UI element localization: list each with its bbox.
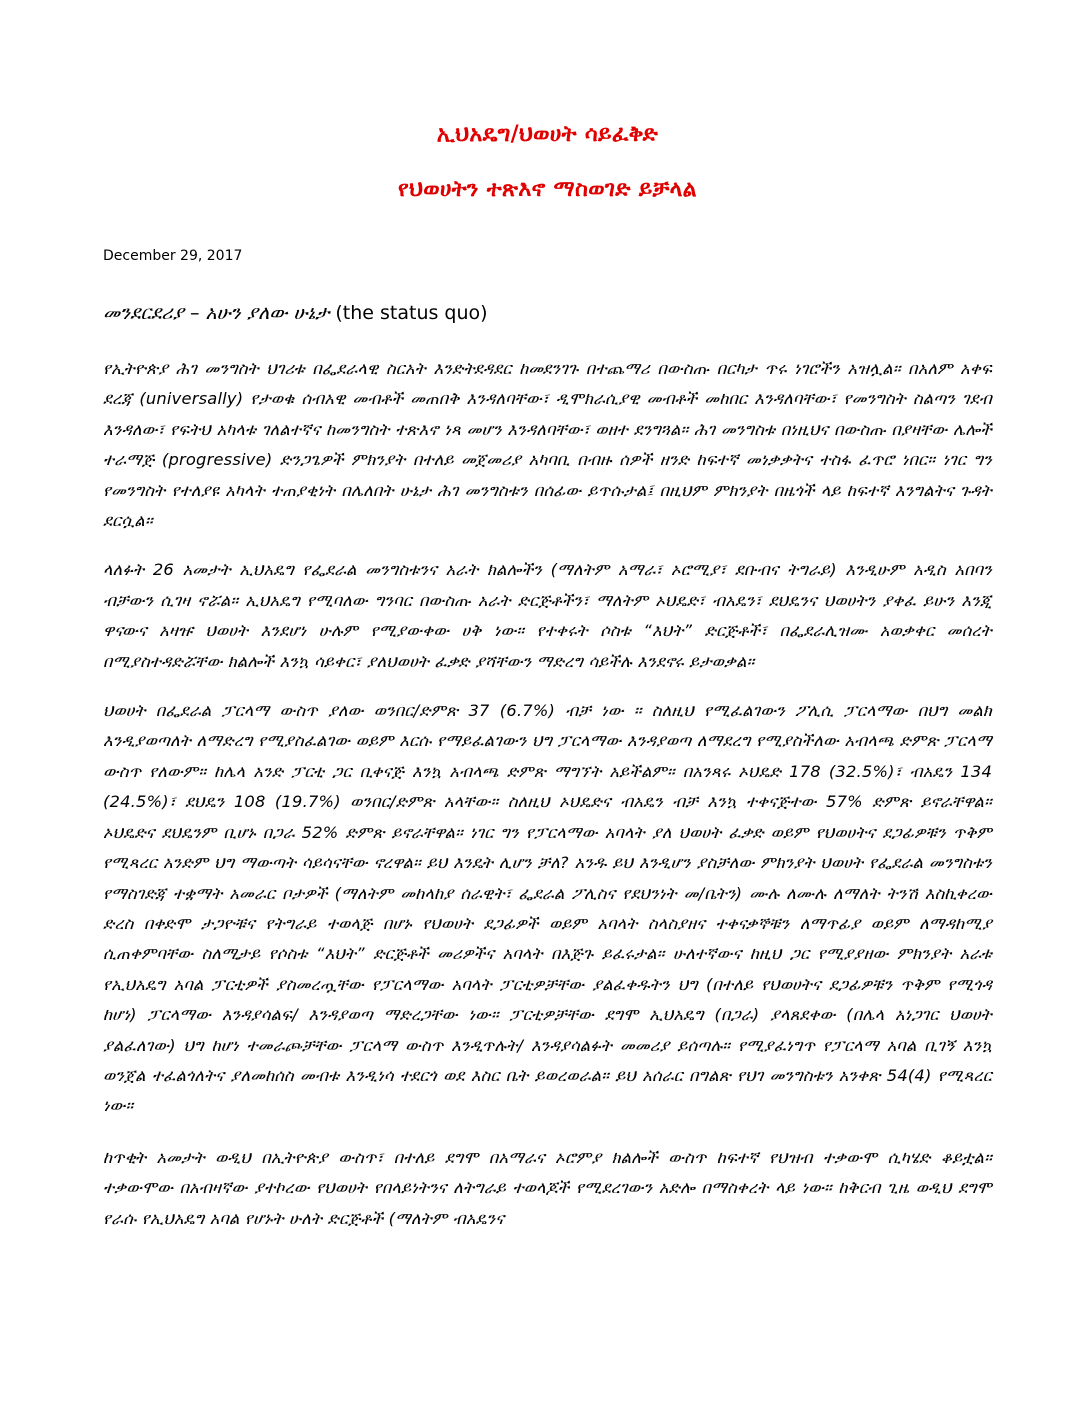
paragraph-4: ከጥቂት አመታት ወዲህ በኢትዮጵያ ውስጥ፣ በተለይ ደግሞ በአማራና ኦሮምያ ክልሎች ውስጥ ከፍተኛ የህዝብ ተቃውሞ ሲካሄድ ቆይቷል። ተቃውሞው በአብዛኛው ያተኮረው የህወሀት የበላይነትንና ለትግራይ ተወላጆች የሚደረገውን አድሎ በማስቀረት ላይ ነው። ከቅርብ ጊዜ ወዲህ ደግሞ የራሱ የኢህአዴግ አባል የሆኑት ሁለት ድርጅቶች (ማለትም ብአዴንና: [103, 1147, 992, 1228]
section-heading: [103, 302, 992, 324]
section-heading-english: (the status quo): [335, 302, 488, 324]
paragraph-2: ላለፉት 26 አመታት ኢህአዴግ የፌደራል መንግስቱንና አራት ክልሎችን (ማለትም አማራ፣ ኦሮሚያ፣ ደቡብና ትግራይ) እንዲሁም አዲስ አበባን ብቻውን ሲገዛ ኖሯል። ኢህአዴግ የሚባለው ግንባር በውስጡ አራት ድርጅቶችን፣ ማለትም ኦህዴድ፣ ብአዴን፣ ደህዴንና ህወሀትን ያቀፈ ይሁን እንጂ ዋናውና አዛዡ ህወሀት እንደሆነ ሁሉም የሚያውቀው ሀቅ ነው። የተቀሩት ሶስቱ “እህት” ድርጅቶች፣ በፌደራሊዝሙ አወቃቀር መሰረት በሚያስተዳድሯቸው ክልሎች እንኳ ሳይቀር፣ ያለህወሀት ፈቃድ ያሻቸውን ማድረግ ሳይችሉ እንደኖሩ ይታወቃል።: [103, 560, 992, 671]
document-date: December 29, 2017: [103, 248, 243, 264]
document-title: ኢህአዴግ/ህወሀት ሳይፈቅድ: [436, 122, 659, 147]
paragraph-3: ህወሀት በፌደራል ፓርላማ ውስጥ ያለው ወንበር/ድምጽ 37 (6.7%) ብቻ ነው ። ስለዚህ የሚፈልገውን ፖሊሲ ፓርላማው በህግ መልክ እንዲያወጣለት ለማድረግ የሚያስፈልገው ወይም እርሱ የማይፈልገውን ህግ ፓርላማው እንዳያወጣ ለማደረግ የሚያስችለው አብላጫ ድምጽ ፓርላማ ውስጥ የለውም። ከሌላ አንድ ፓርቲ ጋር ቢቀናጅ እንኳ አብላጫ ድምጽ ማግኘት አይችልም። በአንጻሩ ኦህዴድ 178 (32.5%)፣ ብአዴን 134 (24.5%)፣ ደህዴን 108 (19.7%) ወንበር/ድምጽ አላቸው። ስለዚህ ኦህዴድና ብአዴን ብቻ እንኳ ተቀናጅተው 57% ድምጽ ይኖራቸዋል። ኦህዴድና ደህዴንም ቢሆኑ በጋራ 52% ድምጽ ይኖራቸዋል። ነገር ግን የፓርላማው አባላት ያለ ህወሀት ፈቃድ ወይም የህወሀትና ደጋፊዎቹን ጥቅም የሚጻረር አንድም ህግ ማውጣት ሳይሳናቸው ኖረዋል። ይህ እንዴት ሊሆን ቻለ? አንዱ ይህ እንዲሆን ያስቻለው ምክንያት ህወሀት የፌደራል መንግስቱን የማስገድጃ ተቋማት አመራር ቦታዎች (ማለትም መከላከያ ሰራዊት፣ ፌደራል ፖሊስና የደህንነት መ/ቤትን) ሙሉ ለሙሉ ለማለት ትንሽ እስኪቀረው ድረስ በቀድሞ ታጋዮቹና የትግራይ ተወላጅ በሆኑ የህወሀት ደጋፊዎች ወይም አባላት ስላስያዘና ተቀናቃኞቹን ለማጥፊያ ወይም ለማዳከሚያ ሲጠቀምባቸው ስለሚታይ የሶስቱ “እህት” ድርጅቶች መሪዎችና አባላት በእጅጉ ይፈሩታል። ሁለተኛውና ከዚህ ጋር የሚያያዘው ምክንያት አራቱ የኢህአዴግ አባል ፓርቲዎች ያስመረጧቸው የፓርላማው አባላት ፓርቲዎቻቸው ያልፈቀዱትን ህግ (በተለይ የህወሀትና ደጋፊዎቹን ጥቅም የሚጎዳ ከሆነ) ፓርላማው እንዳያሳልፍ/ እንዳያወጣ ማድረጋቸው ነው። ፓርቲዎቻቸው ደግሞ ኢህአዴግ (በጋራ) ያላጸደቀው (በሌላ አነጋገር ህወሀት ያልፈለገው) ህግ ከሆነ ተመራጮቻቸው ፓርላማ ውስጥ እንዲጥሉት/ እንዳያሳልፉት መመሪያ ይሰጣሉ። የሚያፈነግጥ የፓርላማ አባል ቢገኝ እንኳ ወንጀል ተፈልጎለትና ያለመከሰስ መብቱ እንዲነሳ ተደርጎ ወደ እስር ቤት ይወረወራል። ይህ አሰራር በግልጽ የህገ መንግስቱን አንቀጽ 54(4) የሚጻረር ነው።: [103, 701, 992, 1116]
document-subtitle: የህወሀትን ተጽእኖ ማስወገድ ይቻላል: [398, 177, 697, 202]
paragraph-1: የኢትዮጵያ ሕገ መንግስት ህገሪቱ በፌደራላዊ ስርአት እንድትደዳደር ከመደንገጉ በተጨማሪ በውስጡ በርካታ ጥሩ ነገሮችን አዝሏል። በአለም አቀፍ ደረጃ (universally) የታወቁ ሰብአዊ መብቶች መጠበቅ እንዳለባቸው፣ ዲሞክራሲያዊ መብቶች መከበር እንዳለባቸው፣ የመንግስት ስልጣን ገደብ እንዳለው፣ የፍትህ አካላቱ ገለልተኛና ከመንግስት ተጽእኖ ነጻ መሆን እንዳለባቸው፣ ወዘተ ደንግጓል። ሕገ መንግስቱ በነዚህና በውስጡ በያዛቸው ሌሎች ተራማጅ (progressive) ድንጋጌዎች ምክንያት በተለይ መጀመሪያ አካባቢ በብዙ ሰዎች ዘንድ ከፍተኛ መነቃቃትና ተስፋ ፈጥሮ ነበር። ነገር ግን የመንግስት የተለያዩ አካላት ተጠያቂነት በሌለበት ሁኔታ ሕገ መንግስቱን በሰፊው ይጥሱታል፤ በዚህም ምክንያት በዜጎች ላይ ከፍተኛ እንግልትና ጉዳት ደርሷል።: [103, 359, 992, 531]
section-heading-amharic: መንደርደሪያ – አሁን ያለው ሁኔታ: [103, 302, 330, 324]
